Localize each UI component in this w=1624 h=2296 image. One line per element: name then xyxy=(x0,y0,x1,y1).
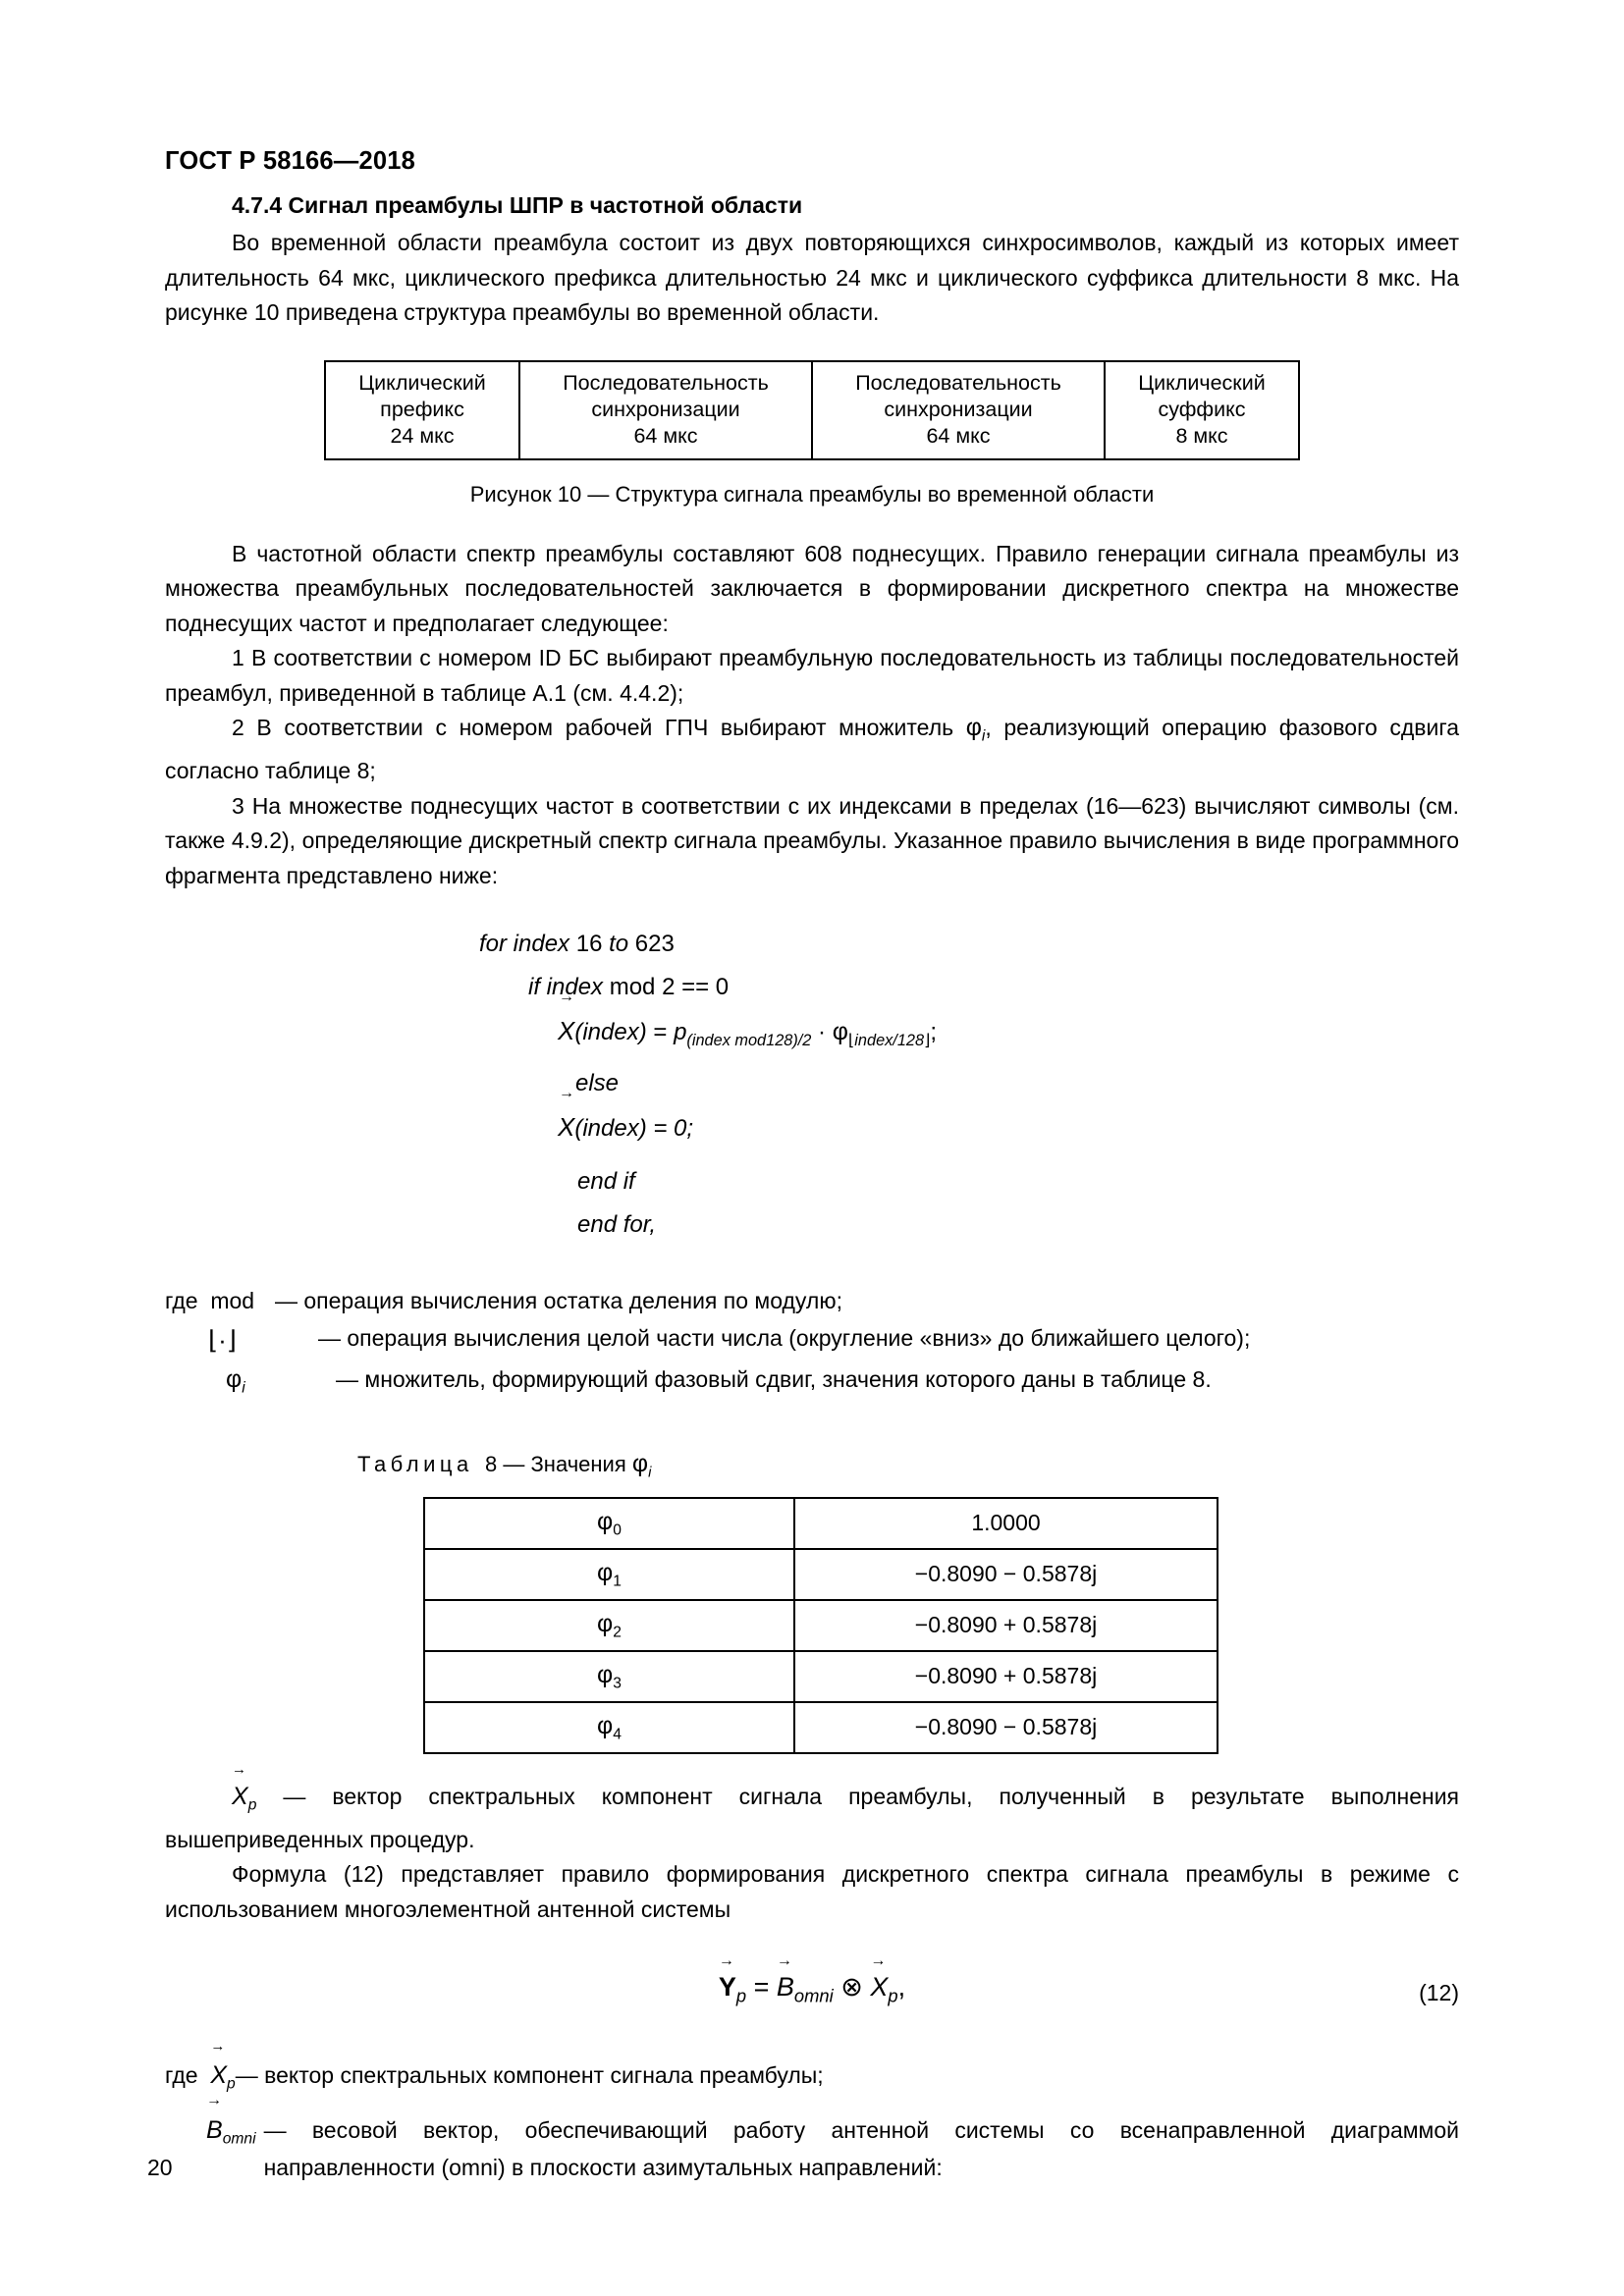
code-phi-subscript: index/128 xyxy=(854,1031,925,1049)
paragraph-formula-lead: Формула (12) представляет правило формирования дискретного спектра сигнала преамбулы в режиме с использованием многоэлементной антенной системы xyxy=(165,1861,1459,1922)
table-row xyxy=(424,1702,1218,1753)
where-text: множитель, формирующий фазовый сдвиг, значения которого даны в таблице 8. xyxy=(364,1365,1212,1392)
vector-x-symbol: X → xyxy=(558,1009,574,1052)
table8-value-cell: −0.8090 + 0.5878j xyxy=(794,1600,1218,1651)
item2-text-before: 2 В соответствии с номером рабочей ГПЧ выбирают множитель xyxy=(232,715,966,740)
code-p-symbol: p xyxy=(674,1019,687,1046)
table8-caption-label: Таблица xyxy=(357,1452,473,1477)
where-dash: — xyxy=(336,1365,358,1392)
code-line-assign xyxy=(165,1009,1459,1062)
where-lead-and-key xyxy=(165,1282,275,1319)
formula-12-row xyxy=(165,1972,1459,2031)
cell-title-line1: Циклический xyxy=(1138,370,1266,395)
formula-comma: , xyxy=(897,1972,906,2002)
table8-wrapper xyxy=(165,1497,1459,1754)
phi-index: 2 xyxy=(613,1624,622,1641)
table8 xyxy=(423,1497,1218,1754)
vector-x-symbol: X → xyxy=(232,1780,248,1815)
code-keyword-for: for index xyxy=(479,931,570,958)
final-where-text-bomni: — весовой вектор, обеспечивающий работу антенной системы со всенаправленной диаграммой направленности (omni) в плоскости азимутальных направлений: xyxy=(263,2117,1459,2181)
code-for-start: 16 xyxy=(569,931,610,958)
vector-x-symbol: X → xyxy=(870,1972,888,2002)
code-multiply-dot: · xyxy=(811,1019,833,1046)
vector-y-symbol: Y → xyxy=(719,1972,736,2002)
table-row xyxy=(424,1549,1218,1600)
final-where-block xyxy=(165,2056,1459,2186)
table8-key-cell xyxy=(424,1498,794,1549)
vector-x-subscript: p xyxy=(227,2076,236,2094)
where-lead: где xyxy=(165,2062,198,2089)
phi-symbol: φ xyxy=(965,714,982,741)
where-dash: — xyxy=(318,1324,341,1351)
phi-symbol: φ xyxy=(226,1364,243,1393)
vector-x-symbol: X → xyxy=(558,1105,574,1148)
table8-key-cell xyxy=(424,1702,794,1753)
final-where-lead xyxy=(165,2056,236,2104)
vector-x-symbol: X → xyxy=(210,2056,227,2094)
code-semicolon: ; xyxy=(930,1019,938,1046)
standard-header: ГОСТ Р 58166—2018 xyxy=(165,147,416,175)
table8-value-cell: −0.8090 − 0.5878j xyxy=(794,1549,1218,1600)
pseudocode-block xyxy=(165,923,1459,1247)
code-line-else: else xyxy=(575,1069,620,1096)
where-value-phi xyxy=(336,1361,1459,1398)
paragraph-item-1: 1 В соответствии с номером ID БС выбирают преамбульную последовательность из таблицы последовательностей преамбул, приведенной в таблице А.1 (см. 4.4.2); xyxy=(165,645,1459,706)
where-text: операция вычисления остатка деления по модулю; xyxy=(303,1287,842,1313)
cell-duration: 24 мкс xyxy=(390,423,455,448)
formula-12-number: (12) xyxy=(1419,1980,1459,2006)
cell-duration: 64 мкс xyxy=(926,423,991,448)
table-row xyxy=(424,1498,1218,1549)
table8-caption-text: Значения xyxy=(530,1452,626,1477)
phi-subscript: i xyxy=(242,1379,245,1397)
cell-title-line1: Последовательность xyxy=(563,370,769,395)
where-row-floor xyxy=(165,1319,1459,1357)
where-value-floor xyxy=(318,1319,1459,1357)
vector-b-subscript: omni xyxy=(793,1985,834,2006)
phi-symbol: φ xyxy=(631,1450,649,1478)
vector-x-subscript: p xyxy=(247,1796,257,1814)
cell-title-line1: Последовательность xyxy=(855,370,1061,395)
code-line-for xyxy=(165,923,1459,966)
code-line-endif: end if xyxy=(577,1167,635,1195)
cell-title-line2: синхронизации xyxy=(591,397,740,421)
final-where-text-xp: — вектор спектральных компонент сигнала преамбулы; xyxy=(235,2062,824,2089)
code-assign-arg: (index) xyxy=(574,1019,647,1046)
phi-index: 0 xyxy=(613,1522,622,1539)
phi-symbol: φ xyxy=(597,1711,614,1739)
page-content xyxy=(165,192,1459,2186)
where-dash: — xyxy=(275,1287,298,1313)
table8-key-cell xyxy=(424,1549,794,1600)
formula-12-expression xyxy=(165,1972,1459,2006)
paragraph-item-3: 3 На множестве поднесущих частот в соответствии с их индексами в пределах (16—623) вычисляют символы (см. также 4.9.2), определяющие дискретный спектр сигнала преамбулы. Указанное правило вычисления в виде программного фрагмента представлено ниже: xyxy=(165,792,1459,888)
where-key-phi-wrap xyxy=(165,1361,336,1408)
table-row xyxy=(424,1651,1218,1702)
where-key-floor-wrap xyxy=(165,1319,318,1357)
where-key-mod: mod xyxy=(210,1287,255,1313)
cell-duration: 64 мкс xyxy=(633,423,698,448)
vector-x-subscript: p xyxy=(888,1985,898,2006)
code-line-zero xyxy=(165,1105,1459,1150)
where-lead: где xyxy=(165,1287,198,1313)
code-keyword-if: if index xyxy=(528,974,604,1001)
vector-b-symbol: B → xyxy=(206,2111,223,2149)
paragraph-item-2 xyxy=(165,711,1459,789)
final-where-row-xp xyxy=(165,2056,1459,2104)
table8-caption xyxy=(357,1450,1459,1480)
table8-caption-number: 8 xyxy=(485,1452,498,1477)
formula-equals: = xyxy=(746,1972,777,2002)
phi-index: 4 xyxy=(613,1726,622,1743)
table8-key-cell xyxy=(424,1651,794,1702)
phi-subscript: i xyxy=(981,727,986,745)
final-where-key-bomni xyxy=(165,2111,256,2159)
where-definitions-list xyxy=(165,1282,1459,1408)
figure10-wrapper xyxy=(165,360,1459,460)
table8-caption-dash: — xyxy=(503,1452,525,1477)
code-phi-symbol: φ xyxy=(832,1018,848,1046)
where-value-mod xyxy=(275,1282,1459,1319)
cell-title-line2: суффикс xyxy=(1158,397,1246,421)
phi-symbol: φ xyxy=(597,1558,614,1586)
phi-index: 1 xyxy=(613,1573,622,1590)
table8-value-cell: −0.8090 + 0.5878j xyxy=(794,1651,1218,1702)
item2-text-after: , реализующий операцию фазового сдвига согласно таблице 8; xyxy=(165,715,1460,784)
vector-y-subscript: p xyxy=(735,1985,747,2006)
table-row xyxy=(424,1600,1218,1651)
code-assign-eq: = xyxy=(646,1019,675,1046)
where-row-phi xyxy=(165,1361,1459,1408)
phi-symbol: φ xyxy=(597,1609,614,1637)
figure10-caption: Рисунок 10 — Структура сигнала преамбулы во временной области xyxy=(469,481,1155,507)
figure10-cell-sync-1 xyxy=(519,361,812,459)
phi-subscript: i xyxy=(648,1464,652,1481)
phi-index: 3 xyxy=(613,1675,622,1692)
vector-b-symbol: B → xyxy=(777,1972,794,2002)
table8-key-cell xyxy=(424,1600,794,1651)
table8-value-cell: 1.0000 xyxy=(794,1498,1218,1549)
code-p-subscript: (index mod128)/2 xyxy=(686,1031,812,1049)
where-row-mod xyxy=(165,1282,1459,1319)
code-keyword-to: to xyxy=(609,931,629,958)
code-if-cond: mod 2 == 0 xyxy=(603,974,730,1001)
floor-bracket-icon: ⌊·⌋ xyxy=(208,1324,237,1355)
cell-title-line2: синхронизации xyxy=(884,397,1033,421)
otimes-operator: ⊗ xyxy=(833,1972,871,2002)
intro-paragraph: Во временной области преамбула состоит из двух повторяющихся синхросимволов, каждый из которых имеет длительность 64 мкс, циклического префикса длительностью 24 мкс и циклического суффикса длительности 8 мкс. На рисунке 10 приведена структура преамбулы во временной области. xyxy=(165,230,1459,325)
figure10-cell-sync-2 xyxy=(812,361,1105,459)
code-for-end: 623 xyxy=(628,931,675,958)
vector-b-subscript: omni xyxy=(222,2130,256,2148)
table8-value-cell: −0.8090 − 0.5878j xyxy=(794,1702,1218,1753)
table-row xyxy=(325,361,1299,459)
code-floor-close: ⌋ xyxy=(924,1031,931,1049)
xp-definition-text: — вектор спектральных компонент сигнала преамбулы, полученный в результате выполнения вышеприведенных процедур. xyxy=(165,1783,1459,1852)
section-heading: 4.7.4 Сигнал преамбулы ШПР в частотной области xyxy=(232,192,803,218)
phi-symbol: φ xyxy=(597,1507,614,1535)
code-line-if xyxy=(165,966,1459,1009)
phi-symbol: φ xyxy=(597,1660,614,1688)
code-zero-rest: (index) = 0; xyxy=(574,1114,694,1142)
cell-title-line2: префикс xyxy=(380,397,464,421)
where-text: операция вычисления целой части числа (округление «вниз» до ближайшего целого); xyxy=(347,1324,1251,1351)
final-where-row-bomni xyxy=(165,2111,1459,2186)
figure10-cell-cyclic-suffix xyxy=(1105,361,1299,459)
cell-duration: 8 мкс xyxy=(1175,423,1228,448)
figure10-table xyxy=(324,360,1300,460)
figure10-cell-cyclic-prefix xyxy=(325,361,519,459)
paragraph-xp-definition xyxy=(165,1780,1459,1858)
code-line-endfor: end for, xyxy=(577,1210,657,1238)
code-floor-open: ⌊ xyxy=(847,1031,855,1049)
page-number: 20 xyxy=(147,2155,173,2180)
paragraph-spectrum: В частотной области спектр преамбулы составляют 608 поднесущих. Правило генерации сигнала преамбулы из множества преамбульных последовательностей заключается в формировании дискретного спектра на множестве поднесущих частот и предполагает следующее: xyxy=(165,540,1459,636)
cell-title-line1: Циклический xyxy=(358,370,486,395)
